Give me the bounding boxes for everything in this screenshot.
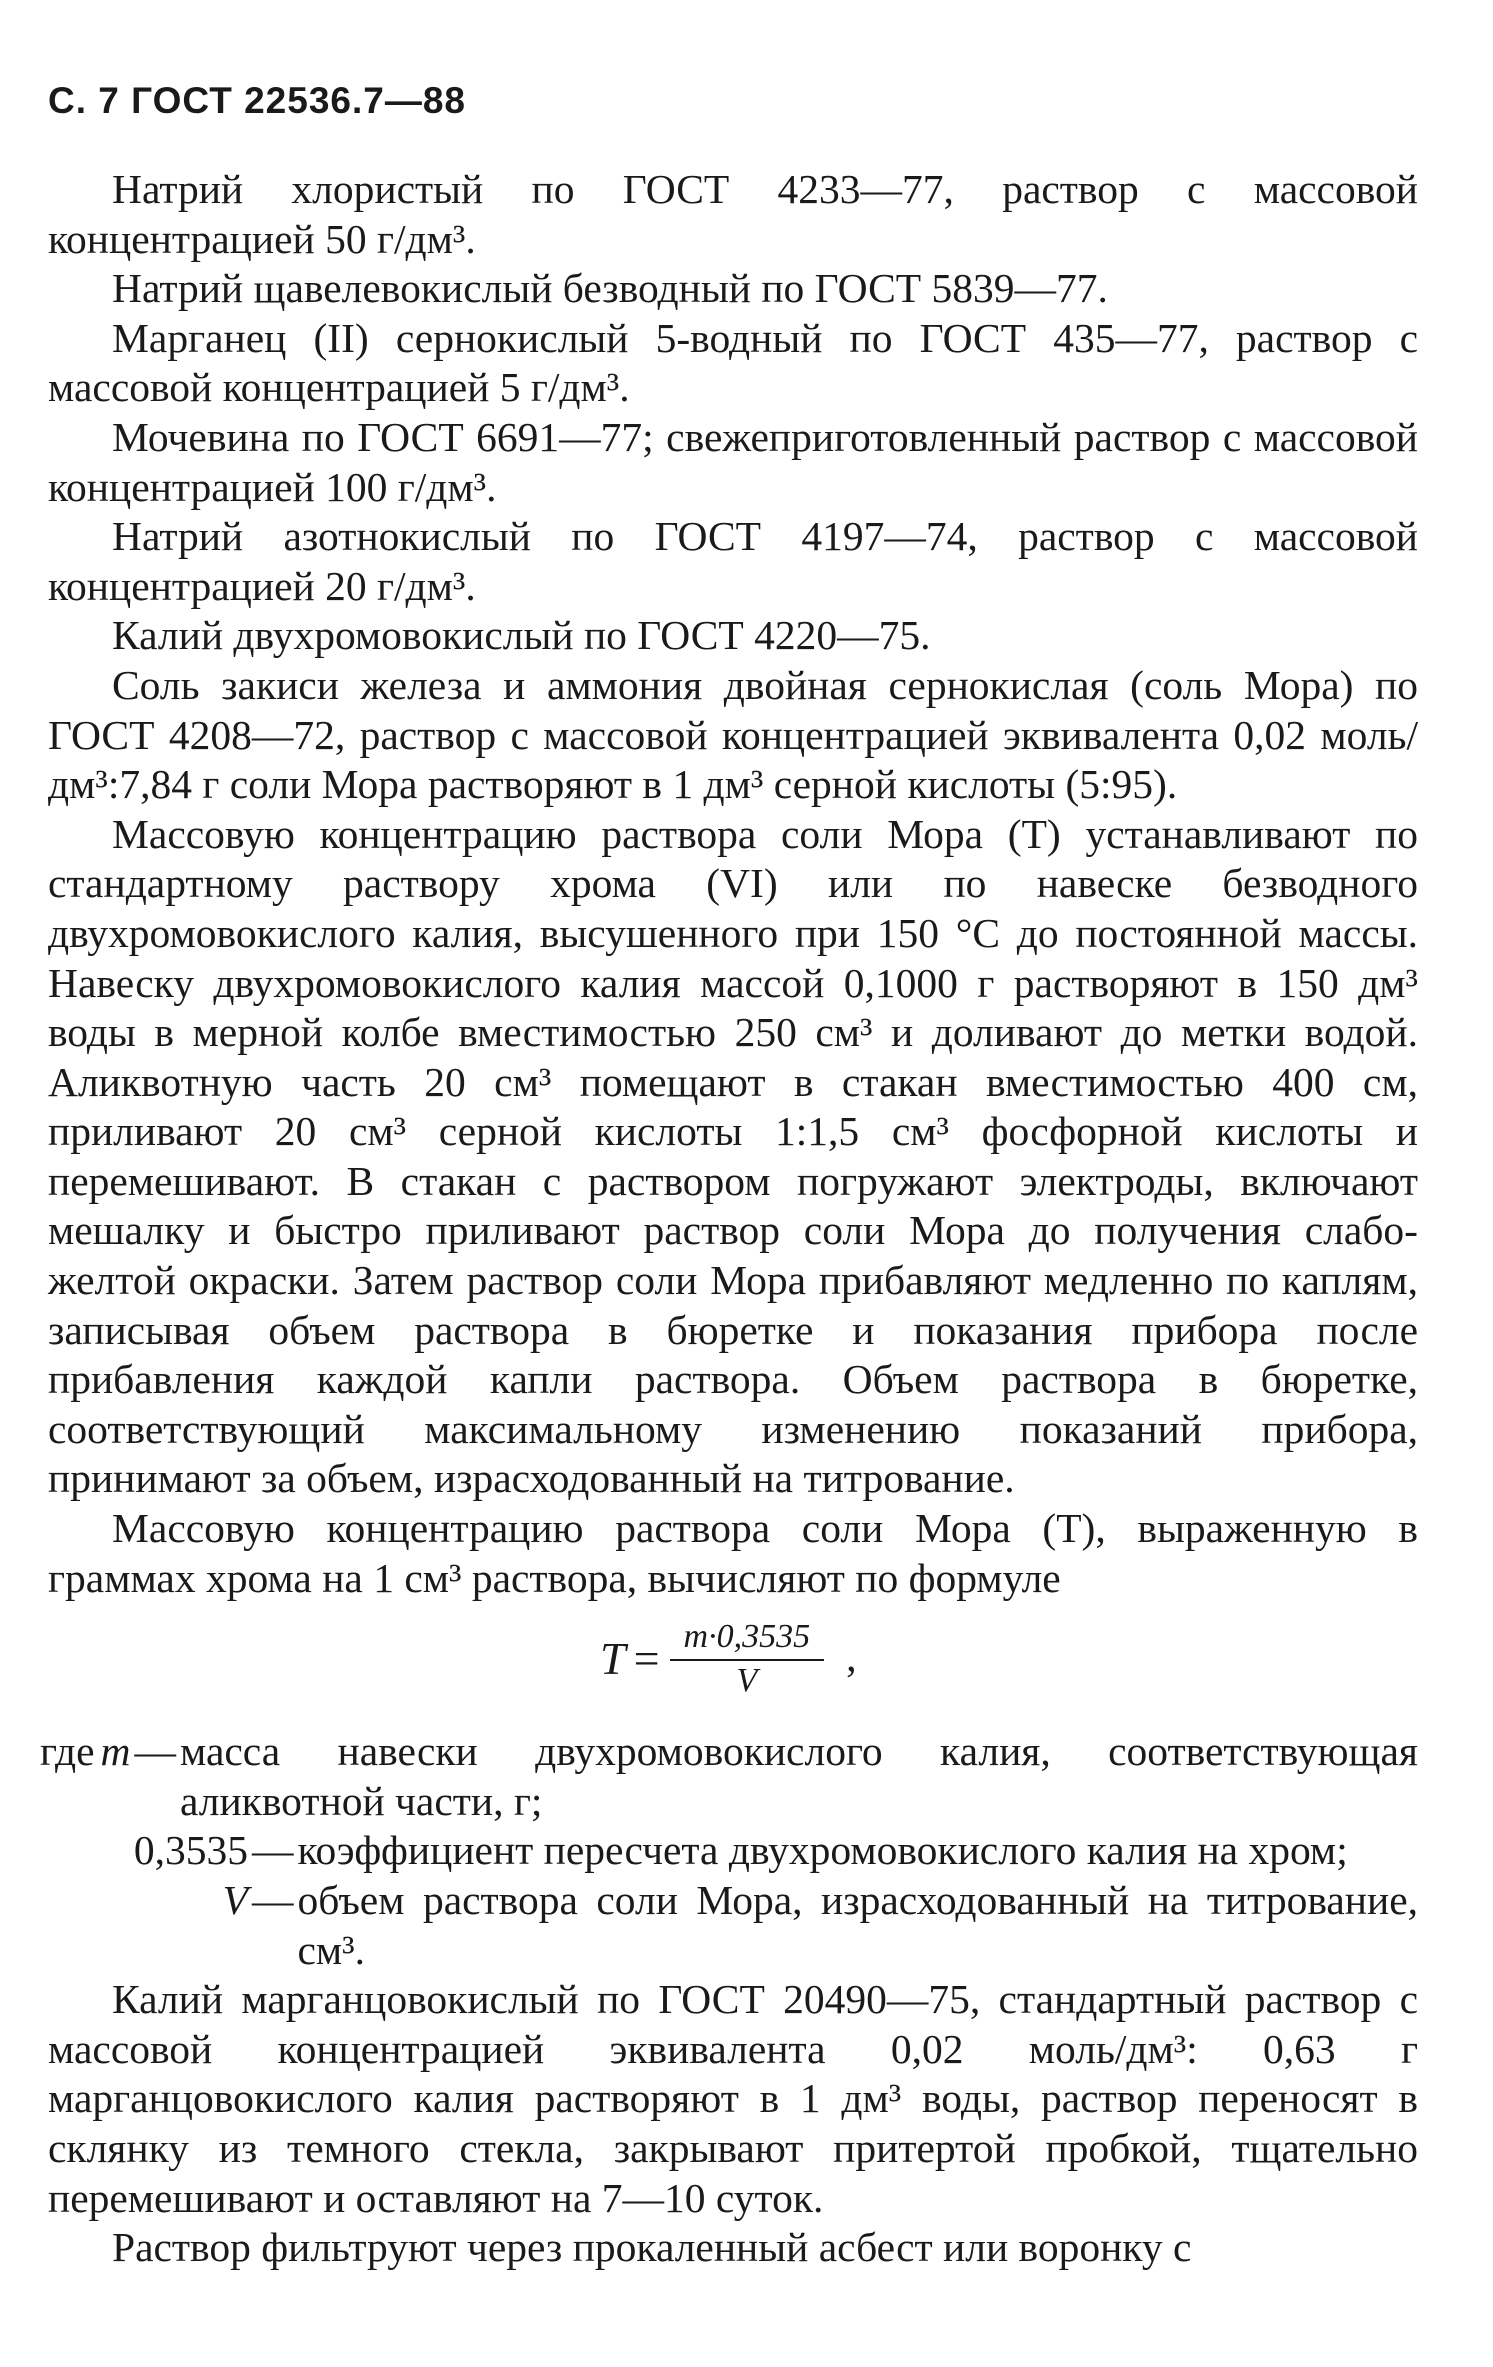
formula-fraction	[670, 1617, 825, 1701]
formula-equals: =	[633, 1633, 660, 1685]
formula	[600, 1617, 857, 1701]
definition-text: масса навески двухромовокислого калия, соответствующая аликвотной части, г;	[179, 1728, 1418, 1824]
formula-lhs: T	[600, 1633, 626, 1685]
definition-text: коэффициент пересчета двухромовокислого калия на хром;	[297, 1827, 1348, 1874]
definition-symbol: m	[100, 1728, 131, 1775]
definition-lead: где	[40, 1728, 95, 1775]
paragraph: Калий марганцовокислый по ГОСТ 20490—75, стандартный раствор с массовой концентрацией эквивалента 0,02 моль/дм³: 0,63 г марганцовокислого калия растворяют в 1 дм³ воды, раствор переносят в склянку из темного стекла, закрывают притертой пробкой, тщательно перемешивают и оставляют на 7—10 суток.	[48, 1976, 1418, 2221]
definition-term	[48, 1876, 248, 1975]
definition-item	[40, 1727, 1418, 1826]
formula-denominator: V	[736, 1662, 758, 1700]
definition-item	[48, 1876, 1418, 1975]
paragraph: Натрий хлористый по ГОСТ 4233—77, раствор с массовой концентрацией 50 г/дм³.	[48, 166, 1418, 262]
definition-dash: —	[134, 1728, 176, 1775]
body-text	[40, 165, 1418, 2273]
paragraph: Натрий азотнокислый по ГОСТ 4197—74, раствор с массовой концентрацией 20 г/дм³.	[48, 513, 1418, 609]
paragraph: Раствор фильтруют через прокаленный асбест или воронку с	[112, 2224, 1192, 2271]
paragraph: Калий двухромовокислый по ГОСТ 4220—75.	[112, 612, 931, 659]
definition-symbol: 0,3535	[133, 1827, 248, 1874]
paragraph: Мочевина по ГОСТ 6691—77; свежеприготовленный раствор с массовой концентрацией 100 г/дм³.	[48, 413, 1418, 510]
definition-term	[48, 1826, 248, 1876]
definitions-list	[40, 1727, 1418, 1975]
paragraph: Натрий щавелевокислый безводный по ГОСТ 5839—77.	[112, 265, 1108, 312]
page-header: С. 7 ГОСТ 22536.7—88	[48, 80, 466, 121]
formula-block	[48, 1617, 1418, 1717]
definition-term	[101, 1727, 131, 1826]
paragraph: Соль закиси железа и аммония двойная сернокислая (соль Мора) по ГОСТ 4208—72, раствор с массовой концентрацией эквивалента 0,02 моль/дм³:7,84 г соли Мора растворяют в 1 дм³ серной кислоты (5:95).	[48, 661, 1418, 808]
formula-numerator: m·0,3535	[670, 1617, 825, 1661]
paragraph: Массовую концентрацию раствора соли Мора (Т) устанавливают по стандартному раствору хрома (VI) или по навеске безводного двухромовокислого калия, высушенного при 150 °С до постоянной массы. Навеску двухромовокислого калия массой 0,1000 г растворяют в 150 дм³ воды в мерной колбе вместимостью 250 см³ и доливают до метки водой. Аликвотную часть 20 см³ помещают в стакан вместимостью 400 см, приливают 20 см³ серной кислоты 1:1,5 см³ фосфорной кислоты и перемешивают. В стакан с раствором погружают электроды, включают мешалку и быстро приливают раствор соли Мора до получения слабо-желтой окраски. Затем раствор соли Мора прибавляют медленно по каплям, записывая объем раствора в бюретке и показания прибора после прибавления каждой капли раствора. Объем раствора в бюретке, соответствующий максимальному изменению показаний прибора, принимают за объем, израсходованный на титрование.	[48, 810, 1418, 1502]
definition-dash: —	[252, 1827, 294, 1874]
definition-symbol: V	[222, 1877, 248, 1923]
definition-text: объем раствора соли Мора, израсходованный на титрование, см³.	[297, 1877, 1418, 1973]
formula-trailing: ,	[846, 1635, 857, 1682]
definition-dash: —	[252, 1877, 294, 1923]
definition-item	[48, 1826, 1418, 1876]
paragraph: Марганец (II) сернокислый 5-водный по ГОСТ 435—77, раствор с массовой концентрацией 5 г/дм³.	[48, 314, 1418, 411]
paragraph: Массовую концентрацию раствора соли Мора (Т), выраженную в граммах хрома на 1 см³ раствора, вычисляют по формуле	[48, 1505, 1418, 1601]
